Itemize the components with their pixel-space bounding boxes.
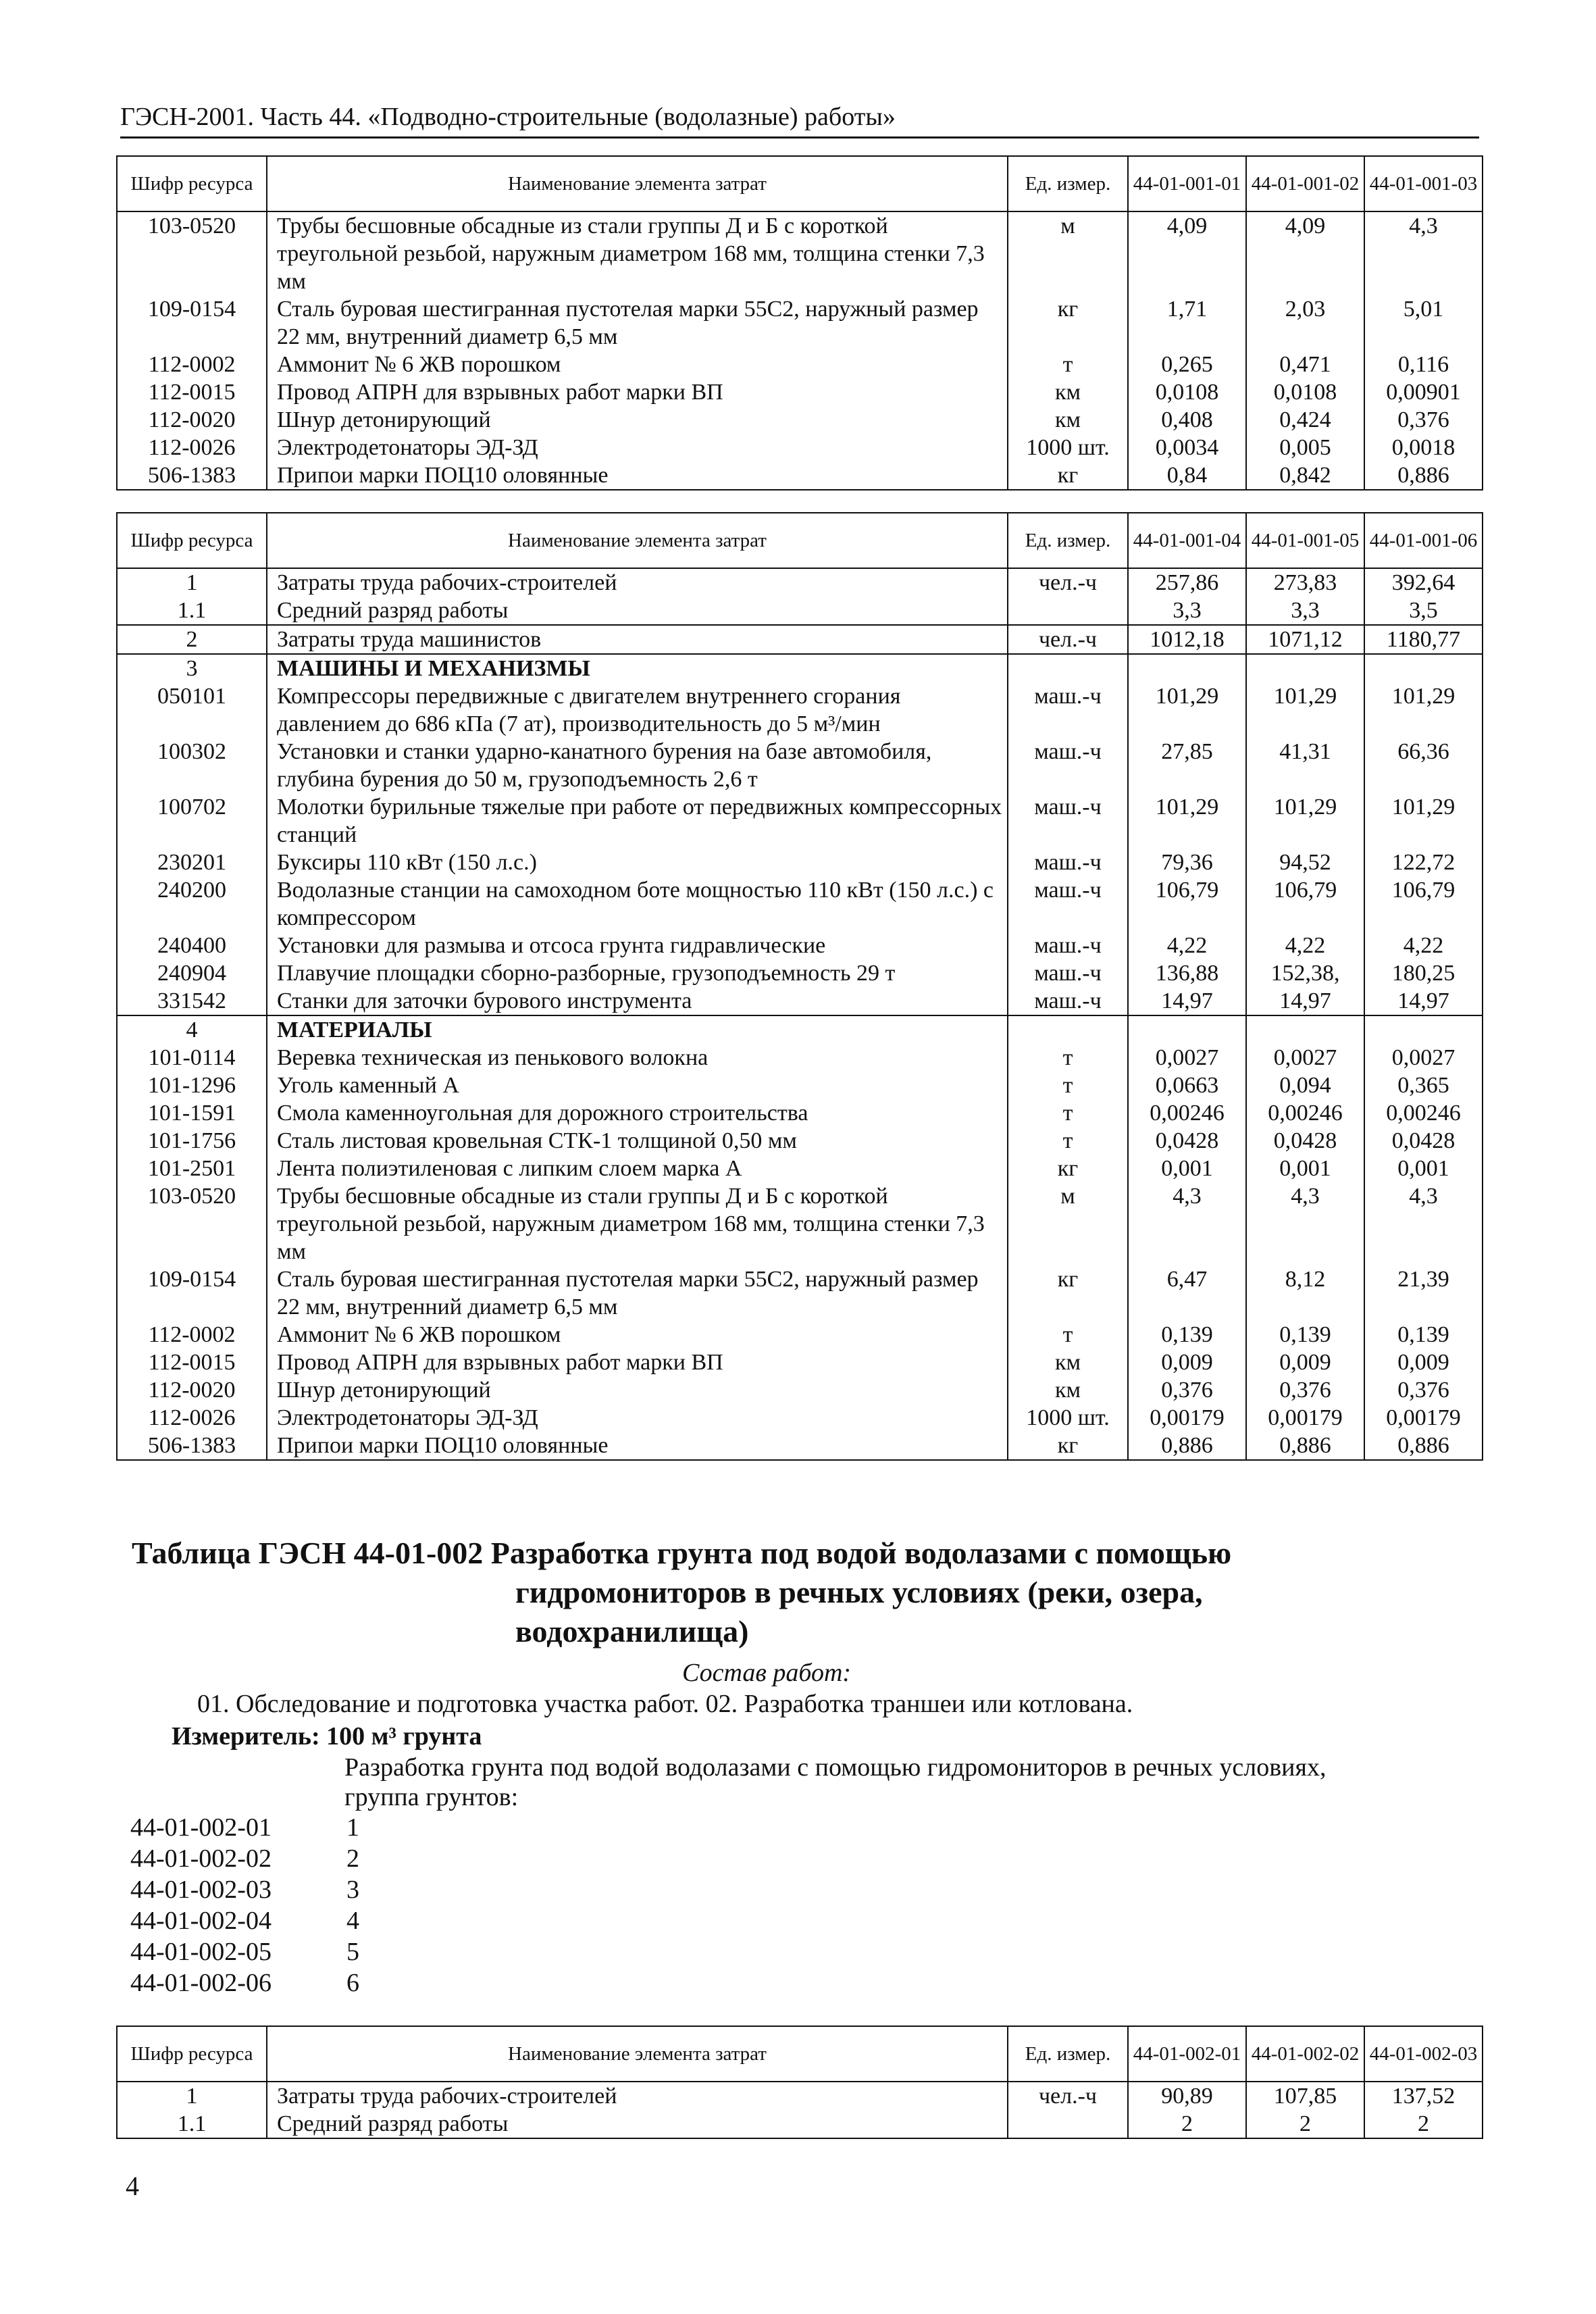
- cell-unit: [1008, 2110, 1128, 2138]
- column-header-name: Наименование элемента затрат: [267, 156, 1008, 211]
- column-header-code: Шифр ресурса: [117, 513, 267, 568]
- cell-code: 101-1756: [117, 1127, 267, 1155]
- cell-name: Установки и станки ударно-канатного бурения на базе автомобиля, глубина бурения до 50 м, грузоподъемность 2,6 т: [267, 738, 1008, 793]
- cell-name: Сталь буровая шестигранная пустотелая марки 55С2, наружный размер 22 мм, внутренний диаметр 6,5 мм: [267, 1265, 1008, 1321]
- cell-code: 1: [117, 568, 267, 597]
- table-row: [117, 1072, 1483, 1099]
- cell-value-2: 94,52: [1246, 849, 1364, 876]
- cell-value-2: [1246, 1015, 1364, 1044]
- cell-unit: маш.-ч: [1008, 876, 1128, 932]
- cell-name: Смола каменноугольная для дорожного строительства: [267, 1099, 1008, 1127]
- table-row: [117, 378, 1483, 406]
- soil-group: 3: [346, 1876, 359, 1904]
- cell-value-3: 0,376: [1364, 406, 1483, 434]
- cell-unit: кг: [1008, 295, 1128, 351]
- cell-unit: т: [1008, 1321, 1128, 1349]
- norm-code: 44-01-002-03: [130, 1876, 272, 1904]
- cell-value-3: 0,886: [1364, 461, 1483, 490]
- cell-name: Провод АПРН для взрывных работ марки ВП: [267, 1349, 1008, 1376]
- cell-name: Затраты труда машинистов: [267, 625, 1008, 654]
- cell-unit: т: [1008, 1099, 1128, 1127]
- cell-unit: 1000 шт.: [1008, 434, 1128, 461]
- cell-value-3: 0,001: [1364, 1155, 1483, 1182]
- cell-code: 112-0020: [117, 1376, 267, 1404]
- norm-code-list: [130, 1812, 359, 1998]
- table-row: [117, 793, 1483, 849]
- cell-name: Сталь листовая кровельная СТК-1 толщиной 0,50 мм: [267, 1127, 1008, 1155]
- norm-code-row: [130, 1874, 359, 1905]
- cell-code: 101-1296: [117, 1072, 267, 1099]
- table-row: [117, 406, 1483, 434]
- composition-label: Состав работ:: [682, 1659, 852, 1687]
- cell-value-3: 0,139: [1364, 1321, 1483, 1349]
- cell-name: Электродетонаторы ЭД-ЗД: [267, 434, 1008, 461]
- cell-name: Средний разряд работы: [267, 597, 1008, 625]
- table-row: [117, 1015, 1483, 1044]
- cell-code: 331542: [117, 987, 267, 1015]
- cell-value-2: 1071,12: [1246, 625, 1364, 654]
- cell-unit: т: [1008, 351, 1128, 378]
- cell-value-2: 41,31: [1246, 738, 1364, 793]
- cell-code: 101-2501: [117, 1155, 267, 1182]
- cell-value-3: 4,22: [1364, 932, 1483, 959]
- cell-value-1: 0,265: [1128, 351, 1246, 378]
- cell-value-1: 0,0663: [1128, 1072, 1246, 1099]
- table-title-line-3: водохранилища): [515, 1614, 749, 1649]
- norm-code-row: [130, 1843, 359, 1874]
- soil-group: 4: [346, 1907, 359, 1935]
- cell-value-2: 0,886: [1246, 1432, 1364, 1460]
- cell-value-1: 136,88: [1128, 959, 1246, 987]
- cell-name: Затраты труда рабочих-строителей: [267, 2082, 1008, 2110]
- table-row: [117, 738, 1483, 793]
- column-header-name: Наименование элемента затрат: [267, 2026, 1008, 2082]
- cell-code: 240200: [117, 876, 267, 932]
- table-row: [117, 2110, 1483, 2138]
- cell-code: 2: [117, 625, 267, 654]
- table-row: [117, 1432, 1483, 1460]
- table-row: [117, 1044, 1483, 1072]
- cell-unit: 1000 шт.: [1008, 1404, 1128, 1432]
- cell-value-1: 14,97: [1128, 987, 1246, 1015]
- cell-name: Веревка техническая из пенькового волокна: [267, 1044, 1008, 1072]
- cell-unit: маш.-ч: [1008, 849, 1128, 876]
- cell-unit: км: [1008, 406, 1128, 434]
- table-row: [117, 1099, 1483, 1127]
- cell-value-2: 0,842: [1246, 461, 1364, 490]
- cell-code: 103-0520: [117, 211, 267, 295]
- cell-value-3: [1364, 654, 1483, 682]
- cell-value-3: 5,01: [1364, 295, 1483, 351]
- cell-code: 112-0026: [117, 1404, 267, 1432]
- cell-value-2: 4,22: [1246, 932, 1364, 959]
- cell-unit: маш.-ч: [1008, 793, 1128, 849]
- cell-unit: м: [1008, 1182, 1128, 1265]
- column-header-name: Наименование элемента затрат: [267, 513, 1008, 568]
- cell-value-2: 273,83: [1246, 568, 1364, 597]
- cell-value-2: 3,3: [1246, 597, 1364, 625]
- cell-unit: чел.-ч: [1008, 2082, 1128, 2110]
- table-row: [117, 987, 1483, 1015]
- cell-value-3: 0,365: [1364, 1072, 1483, 1099]
- cell-name: Водолазные станции на самоходном боте мощностью 110 кВт (150 л.с.) с компрессором: [267, 876, 1008, 932]
- table-row: [117, 876, 1483, 932]
- cell-name: Лента полиэтиленовая с липким слоем марка А: [267, 1155, 1008, 1182]
- cell-value-2: 0,094: [1246, 1072, 1364, 1099]
- cell-name: МАШИНЫ И МЕХАНИЗМЫ: [267, 654, 1008, 682]
- resource-table-001-04: [116, 512, 1483, 1461]
- cell-value-1: 0,0108: [1128, 378, 1246, 406]
- cell-unit: кг: [1008, 461, 1128, 490]
- column-header-unit: Ед. измер.: [1008, 513, 1128, 568]
- cell-value-1: 79,36: [1128, 849, 1246, 876]
- cell-value-1: 3,3: [1128, 597, 1246, 625]
- cell-value-2: 0,0428: [1246, 1127, 1364, 1155]
- table-row: [117, 1265, 1483, 1321]
- cell-value-3: 1180,77: [1364, 625, 1483, 654]
- soil-group: 1: [346, 1813, 359, 1842]
- description-text: Разработка грунта под водой водолазами с помощью гидромониторов в речных условиях, группа грунтов:: [344, 1753, 1327, 1811]
- cell-value-2: 8,12: [1246, 1265, 1364, 1321]
- soil-group: 2: [346, 1844, 359, 1873]
- cell-value-3: 0,376: [1364, 1376, 1483, 1404]
- cell-name: Аммонит № 6 ЖВ порошком: [267, 351, 1008, 378]
- cell-value-3: 66,36: [1364, 738, 1483, 793]
- soil-group: 6: [346, 1969, 359, 1997]
- cell-unit: км: [1008, 1349, 1128, 1376]
- cell-value-2: 101,29: [1246, 793, 1364, 849]
- soil-group: 5: [346, 1938, 359, 1966]
- table-row: [117, 1182, 1483, 1265]
- cell-value-2: 0,139: [1246, 1321, 1364, 1349]
- cell-value-3: 21,39: [1364, 1265, 1483, 1321]
- cell-unit: чел.-ч: [1008, 625, 1128, 654]
- column-header-norm-3: 44-01-001-03: [1364, 156, 1483, 211]
- cell-code: 1: [117, 2082, 267, 2110]
- table-row: [117, 1349, 1483, 1376]
- cell-value-2: 0,0027: [1246, 1044, 1364, 1072]
- norm-code: 44-01-002-02: [130, 1844, 272, 1873]
- cell-unit: маш.-ч: [1008, 738, 1128, 793]
- cell-value-2: 101,29: [1246, 682, 1364, 738]
- norm-code-row: [130, 1967, 359, 1998]
- table-row: [117, 211, 1483, 295]
- cell-value-1: 106,79: [1128, 876, 1246, 932]
- cell-value-1: 0,001: [1128, 1155, 1246, 1182]
- cell-name: Шнур детонирующий: [267, 406, 1008, 434]
- cell-value-1: 1,71: [1128, 295, 1246, 351]
- cell-value-2: 0,001: [1246, 1155, 1364, 1182]
- cell-value-1: 101,29: [1128, 682, 1246, 738]
- cell-value-2: 2,03: [1246, 295, 1364, 351]
- cell-code: 109-0154: [117, 295, 267, 351]
- cell-code: 1.1: [117, 597, 267, 625]
- cell-value-1: 0,00179: [1128, 1404, 1246, 1432]
- cell-value-1: 0,0027: [1128, 1044, 1246, 1072]
- cell-value-1: 4,09: [1128, 211, 1246, 295]
- cell-value-1: 0,00246: [1128, 1099, 1246, 1127]
- norm-code: 44-01-002-06: [130, 1969, 272, 1997]
- resource-table-002-01: [116, 2026, 1483, 2139]
- table-row: [117, 654, 1483, 682]
- cell-unit: кг: [1008, 1432, 1128, 1460]
- cell-value-1: 6,47: [1128, 1265, 1246, 1321]
- cell-unit: [1008, 597, 1128, 625]
- cell-value-1: 0,139: [1128, 1321, 1246, 1349]
- table-title-line-2: гидромониторов в речных условиях (реки, озера,: [515, 1575, 1203, 1609]
- page-number: 4: [126, 2171, 139, 2201]
- cell-code: 100302: [117, 738, 267, 793]
- column-header-norm-4: 44-01-001-04: [1128, 513, 1246, 568]
- column-header-norm-3: 44-01-002-03: [1364, 2026, 1483, 2082]
- cell-code: 112-0020: [117, 406, 267, 434]
- cell-name: Средний разряд работы: [267, 2110, 1008, 2138]
- norm-code-row: [130, 1905, 359, 1936]
- cell-name: Припои марки ПОЦ10 оловянные: [267, 1432, 1008, 1460]
- cell-name: Плавучие площадки сборно-разборные, грузоподъемность 29 т: [267, 959, 1008, 987]
- cell-value-3: 392,64: [1364, 568, 1483, 597]
- cell-unit: т: [1008, 1072, 1128, 1099]
- cell-name: МАТЕРИАЛЫ: [267, 1015, 1008, 1044]
- cell-value-2: 4,09: [1246, 211, 1364, 295]
- cell-value-2: 0,0108: [1246, 378, 1364, 406]
- cell-code: 4: [117, 1015, 267, 1044]
- composition-text: 01. Обследование и подготовка участка работ. 02. Разработка траншеи или котлована.: [197, 1690, 1133, 1718]
- cell-value-2: 0,009: [1246, 1349, 1364, 1376]
- table-row: [117, 2082, 1483, 2110]
- cell-code: 050101: [117, 682, 267, 738]
- cell-name: Установки для размыва и отсоса грунта гидравлические: [267, 932, 1008, 959]
- cell-value-3: 0,116: [1364, 351, 1483, 378]
- cell-name: Буксиры 110 кВт (150 л.с.): [267, 849, 1008, 876]
- column-header-unit: Ед. измер.: [1008, 2026, 1128, 2082]
- norm-code-row: [130, 1812, 359, 1843]
- cell-value-2: 2: [1246, 2110, 1364, 2138]
- table-row: [117, 1376, 1483, 1404]
- cell-unit: т: [1008, 1127, 1128, 1155]
- cell-code: 1.1: [117, 2110, 267, 2138]
- cell-code: 112-0026: [117, 434, 267, 461]
- cell-unit: [1008, 654, 1128, 682]
- cell-unit: [1008, 1015, 1128, 1044]
- cell-name: Трубы бесшовные обсадные из стали группы Д и Б с короткой треугольной резьбой, наружным диаметром 168 мм, толщина стенки 7,3 мм: [267, 1182, 1008, 1265]
- cell-code: 506-1383: [117, 1432, 267, 1460]
- cell-name: Станки для заточки бурового инструмента: [267, 987, 1008, 1015]
- cell-value-3: 101,29: [1364, 682, 1483, 738]
- cell-value-2: 0,376: [1246, 1376, 1364, 1404]
- table-row: [117, 461, 1483, 490]
- cell-name: Припои марки ПОЦ10 оловянные: [267, 461, 1008, 490]
- column-header-code: Шифр ресурса: [117, 156, 267, 211]
- column-header-unit: Ед. измер.: [1008, 156, 1128, 211]
- cell-unit: маш.-ч: [1008, 987, 1128, 1015]
- cell-name: Молотки бурильные тяжелые при работе от передвижных компрессорных станций: [267, 793, 1008, 849]
- cell-value-3: 122,72: [1364, 849, 1483, 876]
- cell-value-2: 4,3: [1246, 1182, 1364, 1265]
- cell-value-3: 14,97: [1364, 987, 1483, 1015]
- cell-code: 3: [117, 654, 267, 682]
- cell-unit: км: [1008, 378, 1128, 406]
- cell-value-2: 0,424: [1246, 406, 1364, 434]
- cell-name: Шнур детонирующий: [267, 1376, 1008, 1404]
- cell-value-3: 0,009: [1364, 1349, 1483, 1376]
- table-title-line-1: Таблица ГЭСН 44-01-002 Разработка грунта под водой водолазами с помощью: [132, 1536, 1232, 1570]
- table-row: [117, 597, 1483, 625]
- column-header-code: Шифр ресурса: [117, 2026, 267, 2082]
- cell-code: 230201: [117, 849, 267, 876]
- cell-name: Уголь каменный А: [267, 1072, 1008, 1099]
- table-row: [117, 625, 1483, 654]
- cell-value-2: 14,97: [1246, 987, 1364, 1015]
- table-row: [117, 434, 1483, 461]
- cell-value-3: 4,3: [1364, 1182, 1483, 1265]
- cell-unit: кг: [1008, 1265, 1128, 1321]
- table-row: [117, 1404, 1483, 1432]
- cell-value-2: 0,00179: [1246, 1404, 1364, 1432]
- cell-code: 240400: [117, 932, 267, 959]
- table-row: [117, 295, 1483, 351]
- cell-value-3: 3,5: [1364, 597, 1483, 625]
- cell-name: Аммонит № 6 ЖВ порошком: [267, 1321, 1008, 1349]
- column-header-norm-5: 44-01-001-05: [1246, 513, 1364, 568]
- cell-value-1: [1128, 1015, 1246, 1044]
- column-header-norm-2: 44-01-001-02: [1246, 156, 1364, 211]
- cell-code: 112-0002: [117, 351, 267, 378]
- cell-value-1: 4,3: [1128, 1182, 1246, 1265]
- resource-table-001-01: [116, 155, 1483, 491]
- cell-value-3: 0,00901: [1364, 378, 1483, 406]
- table-row: [117, 849, 1483, 876]
- cell-value-1: 0,0428: [1128, 1127, 1246, 1155]
- cell-code: 506-1383: [117, 461, 267, 490]
- table-row: [117, 1155, 1483, 1182]
- cell-value-3: 0,0027: [1364, 1044, 1483, 1072]
- cell-value-1: 4,22: [1128, 932, 1246, 959]
- cell-name: Провод АПРН для взрывных работ марки ВП: [267, 378, 1008, 406]
- cell-value-3: 180,25: [1364, 959, 1483, 987]
- cell-unit: м: [1008, 211, 1128, 295]
- table-row: [117, 1127, 1483, 1155]
- cell-value-3: 2: [1364, 2110, 1483, 2138]
- cell-value-3: 101,29: [1364, 793, 1483, 849]
- cell-value-1: 2: [1128, 2110, 1246, 2138]
- cell-code: 240904: [117, 959, 267, 987]
- cell-value-1: 0,376: [1128, 1376, 1246, 1404]
- cell-unit: маш.-ч: [1008, 932, 1128, 959]
- column-header-norm-6: 44-01-001-06: [1364, 513, 1483, 568]
- cell-value-1: 0,886: [1128, 1432, 1246, 1460]
- cell-unit: т: [1008, 1044, 1128, 1072]
- cell-value-1: 101,29: [1128, 793, 1246, 849]
- cell-value-1: 0,009: [1128, 1349, 1246, 1376]
- cell-code: 112-0002: [117, 1321, 267, 1349]
- table-title: [132, 1534, 1415, 1651]
- cell-name: Электродетонаторы ЭД-ЗД: [267, 1404, 1008, 1432]
- cell-unit: кг: [1008, 1155, 1128, 1182]
- cell-value-1: 90,89: [1128, 2082, 1246, 2110]
- cell-unit: маш.-ч: [1008, 959, 1128, 987]
- cell-value-3: 0,00179: [1364, 1404, 1483, 1432]
- cell-value-3: 0,0018: [1364, 434, 1483, 461]
- cell-unit: маш.-ч: [1008, 682, 1128, 738]
- cell-value-2: [1246, 654, 1364, 682]
- cell-code: 109-0154: [117, 1265, 267, 1321]
- cell-value-3: [1364, 1015, 1483, 1044]
- cell-name: Компрессоры передвижные с двигателем внутреннего сгорания давлением до 686 кПа (7 ат), производительность до 5 м³/мин: [267, 682, 1008, 738]
- cell-value-3: 0,886: [1364, 1432, 1483, 1460]
- cell-value-2: 0,005: [1246, 434, 1364, 461]
- cell-value-3: 0,0428: [1364, 1127, 1483, 1155]
- norm-code: 44-01-002-05: [130, 1938, 272, 1966]
- cell-value-3: 137,52: [1364, 2082, 1483, 2110]
- cell-value-1: 257,86: [1128, 568, 1246, 597]
- cell-value-3: 4,3: [1364, 211, 1483, 295]
- table-row: [117, 568, 1483, 597]
- cell-value-2: 106,79: [1246, 876, 1364, 932]
- meter-line: Измеритель: 100 м³ грунта: [172, 1722, 482, 1751]
- cell-value-1: 27,85: [1128, 738, 1246, 793]
- cell-value-3: 106,79: [1364, 876, 1483, 932]
- page-header: ГЭСН-2001. Часть 44. «Подводно-строительные (водолазные) работы»: [120, 100, 1479, 139]
- norm-code: 44-01-002-01: [130, 1813, 272, 1842]
- cell-value-2: 107,85: [1246, 2082, 1364, 2110]
- cell-name: Трубы бесшовные обсадные из стали группы Д и Б с короткой треугольной резьбой, наружным диаметром 168 мм, толщина стенки 7,3 мм: [267, 211, 1008, 295]
- cell-value-1: 0,408: [1128, 406, 1246, 434]
- column-header-norm-2: 44-01-002-02: [1246, 2026, 1364, 2082]
- column-header-norm-1: 44-01-002-01: [1128, 2026, 1246, 2082]
- table-row: [117, 932, 1483, 959]
- cell-value-1: 0,0034: [1128, 434, 1246, 461]
- cell-name: Сталь буровая шестигранная пустотелая марки 55С2, наружный размер 22 мм, внутренний диаметр 6,5 мм: [267, 295, 1008, 351]
- norm-code: 44-01-002-04: [130, 1907, 272, 1935]
- norm-code-row: [130, 1936, 359, 1967]
- cell-code: 100702: [117, 793, 267, 849]
- table-row: [117, 351, 1483, 378]
- cell-name: Затраты труда рабочих-строителей: [267, 568, 1008, 597]
- cell-code: 112-0015: [117, 378, 267, 406]
- cell-value-2: 0,471: [1246, 351, 1364, 378]
- table-row: [117, 1321, 1483, 1349]
- column-header-norm-1: 44-01-001-01: [1128, 156, 1246, 211]
- cell-value-2: 0,00246: [1246, 1099, 1364, 1127]
- table-row: [117, 682, 1483, 738]
- cell-value-2: 152,38,: [1246, 959, 1364, 987]
- cell-code: 101-0114: [117, 1044, 267, 1072]
- cell-unit: чел.-ч: [1008, 568, 1128, 597]
- table-row: [117, 959, 1483, 987]
- cell-value-1: 1012,18: [1128, 625, 1246, 654]
- cell-value-1: 0,84: [1128, 461, 1246, 490]
- cell-code: 112-0015: [117, 1349, 267, 1376]
- cell-value-1: [1128, 654, 1246, 682]
- cell-code: 101-1591: [117, 1099, 267, 1127]
- cell-unit: км: [1008, 1376, 1128, 1404]
- cell-value-3: 0,00246: [1364, 1099, 1483, 1127]
- cell-code: 103-0520: [117, 1182, 267, 1265]
